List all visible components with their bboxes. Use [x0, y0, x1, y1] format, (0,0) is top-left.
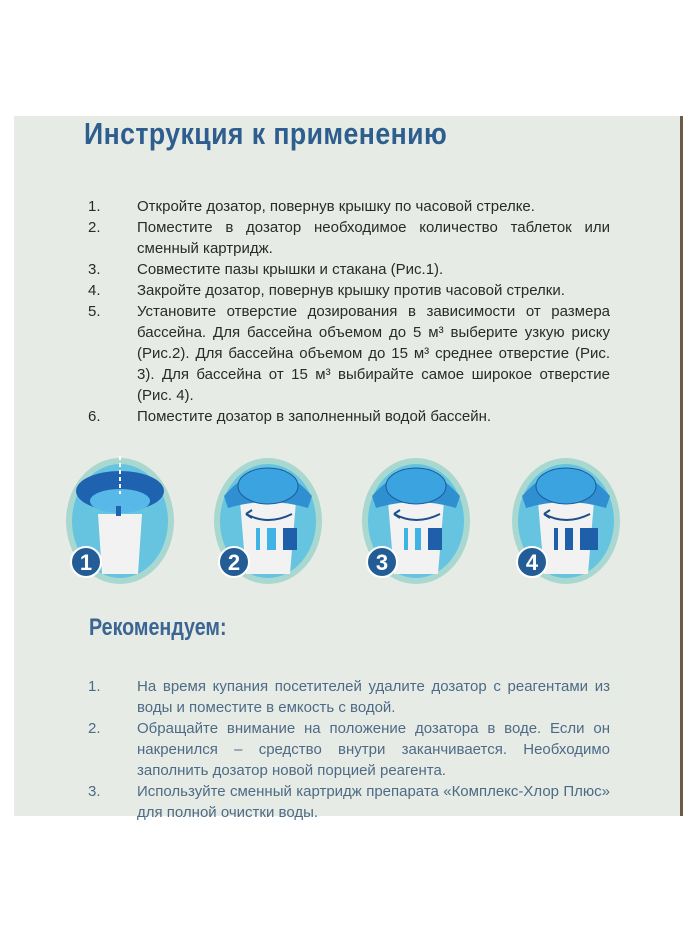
item-text: На время купания посетителей удалите дозатор с реагентами из воды и поместите в емкость с водой.: [137, 678, 610, 716]
item-text: Совместите пазы крышки и стакана (Рис.1).: [137, 261, 444, 278]
step-badge-number: 3: [375, 550, 389, 575]
list-item: [14, 217, 610, 259]
list-item: [14, 718, 610, 781]
item-number: 1.: [88, 198, 101, 215]
step-badge-number: 2: [227, 550, 241, 575]
step-badge-number: 4: [525, 550, 539, 575]
dispenser-lid-align-icon-graphic: [64, 456, 176, 586]
item-text: Откройте дозатор, повернув крышку по часовой стрелке.: [137, 198, 535, 215]
item-number: 3.: [88, 783, 101, 800]
item-text: Поместите дозатор в заполненный водой бассейн.: [137, 408, 492, 425]
item-number: 5.: [88, 303, 101, 320]
list-item: [14, 196, 610, 217]
list-item: [14, 406, 610, 427]
item-text: Используйте сменный картридж препарата «Комплекс-Хлор Плюс» для полной очистки воды.: [137, 783, 610, 821]
item-text: Поместите в дозатор необходимое количество таблеток или сменный картридж.: [137, 219, 610, 257]
dispenser-wide-opening-icon: [510, 456, 622, 586]
dispenser-narrow-opening-icon-graphic: [212, 456, 324, 586]
item-number: 4.: [88, 282, 101, 299]
dispenser-wide-opening-icon-graphic: [510, 456, 622, 586]
item-text: Закройте дозатор, повернув крышку против часовой стрелки.: [137, 282, 565, 299]
item-number: 2.: [88, 720, 101, 737]
list-item: [14, 301, 610, 406]
item-number: 3.: [88, 261, 101, 278]
step-badge-number: 1: [79, 550, 93, 575]
item-number: 1.: [88, 678, 101, 695]
list-item: [14, 676, 610, 718]
instruction-leaflet: [14, 116, 683, 821]
item-text: Установите отверстие дозирования в зависимости от размера бассейна. Для бассейна объемом до 5 м³ выберите узкую риску (Рис.2). Для бассейна объемом до 15 м³ среднее отверстие (Рис. 3). Для бассейна от 15 м³ выбирайте самое широкое отверстие (Рис. 4).: [137, 303, 610, 404]
dispenser-medium-opening-icon-graphic: [360, 456, 472, 586]
recommendations-list: [14, 676, 680, 823]
list-item: [14, 781, 610, 823]
steps-list: [14, 196, 680, 427]
item-number: 6.: [88, 408, 101, 425]
dispenser-narrow-opening-icon: [212, 456, 324, 586]
recommend-heading: Рекомендуем:: [89, 614, 227, 641]
dispenser-medium-opening-icon: [360, 456, 472, 586]
list-item: [14, 280, 610, 301]
list-item: [14, 259, 610, 280]
dispenser-lid-align-icon: [64, 456, 176, 586]
item-number: 2.: [88, 219, 101, 236]
item-text: Обращайте внимание на положение дозатора в воде. Если он накренился – средство внутри заканчивается. Необходимо заполнить дозатор новой порцией реагента.: [137, 720, 610, 779]
page-title: Инструкция к применению: [84, 116, 448, 151]
